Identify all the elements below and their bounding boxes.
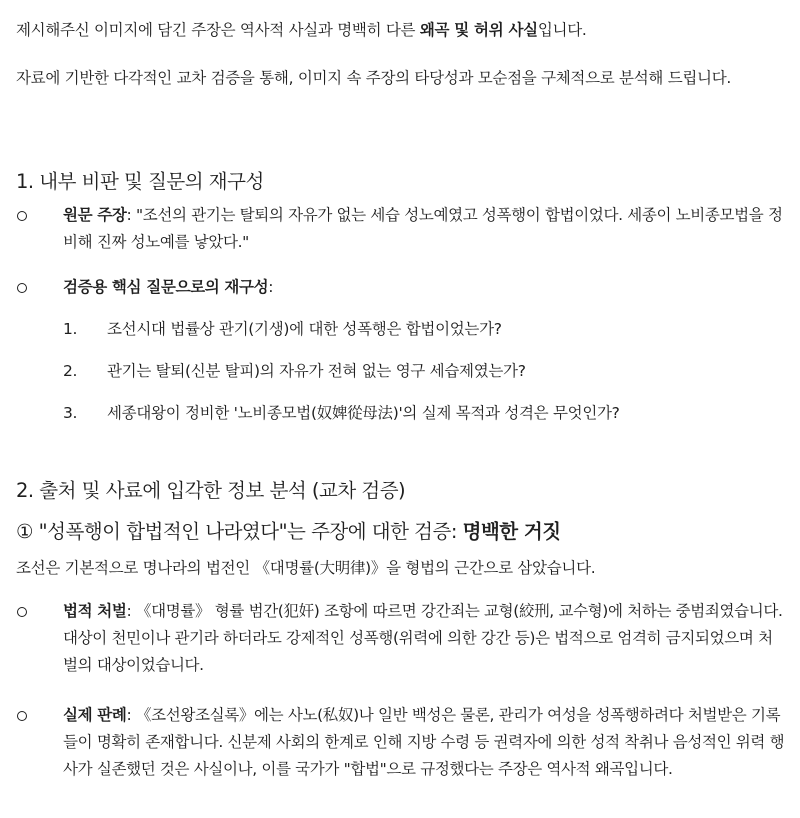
section-heading-1: 1. 내부 비판 및 질문의 재구성: [16, 170, 264, 193]
list-item: [16, 202, 786, 256]
list-item-label: 원문 주장: [63, 206, 127, 224]
numbered-question: [63, 400, 783, 427]
list-item: [16, 598, 786, 679]
circle-bullet-icon: [16, 274, 36, 302]
subsection-heading-verdict: 명백한 거짓: [462, 520, 561, 543]
intro-paragraph: [16, 17, 587, 44]
circle-bullet-icon: [16, 702, 36, 730]
intro-emphasis: 왜곡 및 허위 사실: [419, 21, 538, 39]
list-item-label: 법적 처벌: [63, 602, 127, 620]
question-number: 1.: [63, 320, 78, 338]
section-paragraph: 조선은 기본적으로 명나라의 법전인 《대명률(大明律)》을 형법의 근간으로 삼았습니다.: [16, 559, 596, 577]
subsection-heading: [16, 516, 561, 544]
intro-text-before: 제시해주신 이미지에 담긴 주장은 역사적 사실과 명백히 다른: [16, 21, 420, 39]
list-item-text: [63, 702, 786, 783]
numbered-question: [63, 316, 783, 343]
question-text: 조선시대 법률상 관기(기생)에 대한 성폭행은 합법이었는가?: [107, 320, 502, 338]
list-item-content: :: [268, 278, 274, 296]
list-item-label: 검증용 핵심 질문으로의 재구성: [63, 278, 269, 296]
subsection-heading-text: ① "성폭행이 합법적인 나라였다"는 주장에 대한 검증:: [16, 520, 463, 543]
question-text: 세종대왕이 정비한 '노비종모법(奴婢從母法)'의 실제 목적과 성격은 무엇인가?: [107, 404, 620, 422]
intro-text-after: 입니다.: [537, 21, 587, 39]
list-item-text: [63, 202, 786, 256]
list-item: [16, 702, 786, 783]
list-item-content: : 《대명률》 형률 범간(犯奸) 조항에 따르면 강간죄는 교형(絞刑, 교수형)에 처하는 중범죄였습니다. 대상이 천민이나 관기라 하더라도 강제적인 성폭행(위력에 의한 강간 등)은 법적으로 엄격히 금지되었으며 처벌의 대상이었습니다.: [63, 602, 783, 674]
question-text: 관기는 탈퇴(신분 탈피)의 자유가 전혀 없는 영구 세습제였는가?: [107, 362, 526, 380]
list-item-label: 실제 판례: [63, 706, 127, 724]
list-item: [16, 274, 786, 301]
intro-paragraph-2: 자료에 기반한 다각적인 교차 검증을 통해, 이미지 속 주장의 타당성과 모순점을 구체적으로 분석해 드립니다.: [16, 69, 732, 87]
question-number: 2.: [63, 362, 78, 380]
question-number: 3.: [63, 404, 78, 422]
circle-bullet-icon: [16, 202, 36, 230]
section-heading-2: 2. 출처 및 사료에 입각한 정보 분석 (교차 검증): [16, 479, 406, 502]
list-item-content: : "조선의 관기는 탈퇴의 자유가 없는 세습 성노예였고 성폭행이 합법이었다. 세종이 노비종모법을 정비해 진짜 성노예를 낳았다.": [63, 206, 783, 251]
list-item-text: [63, 274, 786, 301]
circle-bullet-icon: [16, 598, 36, 626]
list-item-text: [63, 598, 786, 679]
numbered-question: [63, 358, 783, 385]
list-item-content: : 《조선왕조실록》에는 사노(私奴)나 일반 백성은 물론, 관리가 여성을 성폭행하려다 처벌받은 기록들이 명확히 존재합니다. 신분제 사회의 한계로 인해 지방 수령 등 권력자에 의한 성적 착취나 음성적인 위력 행사가 실존했던 것은 사실이나, 이를 국가가 "합법"으로 규정했다는 주장은 역사적 왜곡입니다.: [63, 706, 785, 778]
